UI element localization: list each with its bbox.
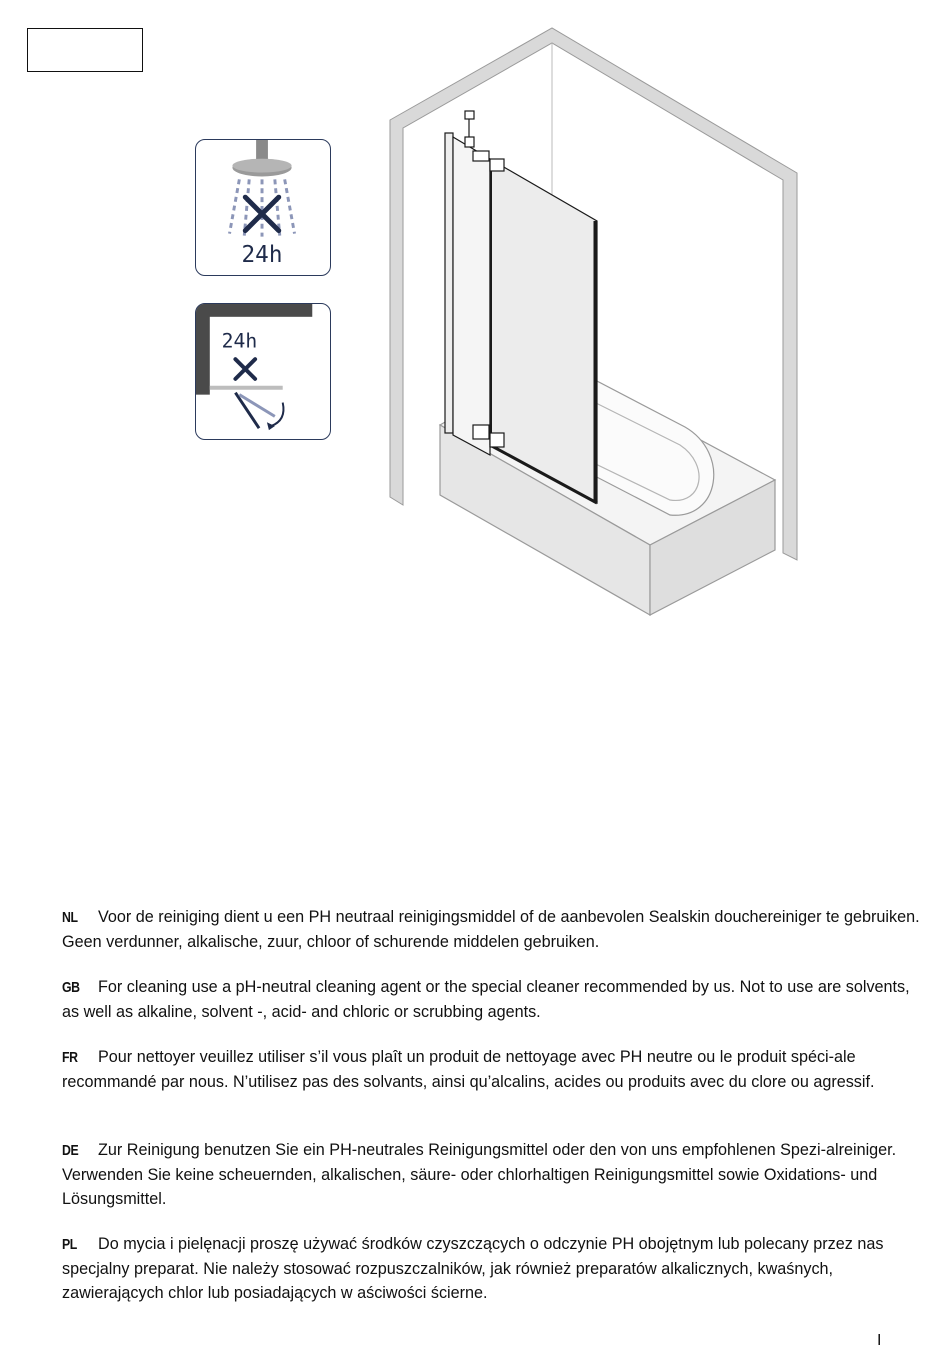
no-open-24h-label: 24h <box>221 329 258 353</box>
lang-code-fr: FR <box>62 1049 78 1066</box>
cross-icon <box>235 359 255 379</box>
shower-head-icon <box>196 140 330 275</box>
instruction-nl <box>62 905 922 954</box>
instruction-fr <box>62 1045 922 1094</box>
bath-screen-illustration <box>385 25 805 620</box>
no-shower-24h-card <box>195 139 331 276</box>
wall-profile <box>445 133 453 433</box>
instruction-text-gb: For cleaning use a pH-neutral cleaning agent or the special cleaner recommended by us. Not to use are solvents, as well as alkaline, solvent -, acid- and chloric or scrubbing agents. <box>62 978 910 1021</box>
instruction-pl <box>62 1232 922 1305</box>
instruction-de <box>62 1138 922 1211</box>
page-number: I <box>877 1332 882 1349</box>
instruction-text-de: Zur Reinigung benutzen Sie ein PH-neutrales Reinigungsmittel oder den von uns empfohlenen Spezi-alreiniger. Verwenden Sie keine scheuernden, alkalischen, säure- oder chlorhaltigen Reinigungsmittel sowie Oxidations- und Lösungsmittel. <box>62 1141 897 1208</box>
blank-label-box <box>27 28 143 72</box>
wall-mount <box>465 111 474 147</box>
instruction-text-fr: Pour nettoyer veuillez utiliser s’il vous plaît un produit de nettoyage avec PH neutre ou le produit spéci-ale recommandé par nous. N’utilisez pas des solvants, ainsi qu’alcalins, acides ou produits avec du clore ou agressif. <box>62 1048 875 1091</box>
lang-code-de: DE <box>62 1142 79 1159</box>
swing-glass-panel <box>490 159 597 503</box>
lang-code-pl: PL <box>62 1236 77 1253</box>
no-open-24h-card <box>195 303 331 440</box>
instruction-gb <box>62 975 922 1024</box>
no-shower-24h-label: 24h <box>241 242 283 269</box>
lang-code-gb: GB <box>62 979 80 996</box>
fixed-glass-panel <box>453 137 490 455</box>
instruction-text-nl: Voor de reiniging dient u een PH neutraal reinigingsmiddel of de aanbevolen Sealskin douchereiniger te gebruiken. Geen verdunner, alkalische, zuur, chloor of schurende middelen gebruiken. <box>62 908 920 951</box>
lang-code-nl: NL <box>62 909 78 926</box>
door-swing-icon <box>196 304 330 439</box>
instruction-text-pl: Do mycia i pielęnacji proszę używać środków czyszczących o odczynie PH obojętnym lub polecany przez nas specjalny preparat. Nie należy stosować rozpuszczalników, jak również preparatów alkalicznych, kwaśnych, zawierających chlor lub posiadających w aściwości ścierne. <box>62 1235 884 1302</box>
